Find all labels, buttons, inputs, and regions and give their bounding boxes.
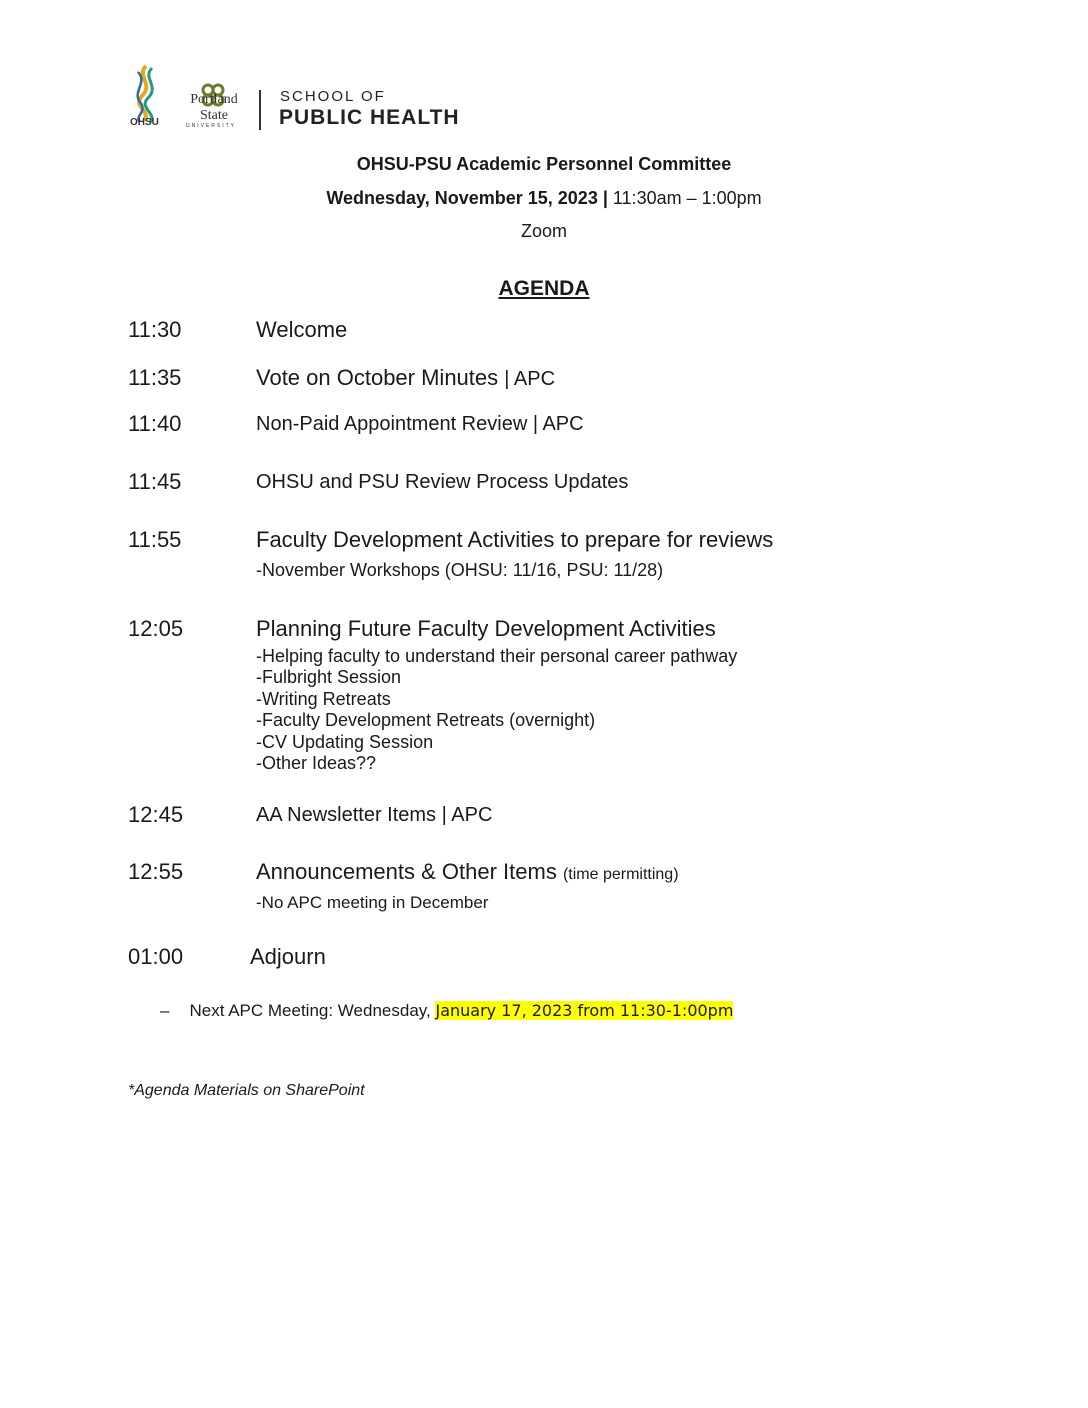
agenda-subitems: [256, 560, 663, 581]
logo-divider: [259, 90, 261, 130]
agenda-time: 11:45: [128, 469, 182, 494]
agenda-owner: | APC: [504, 368, 556, 390]
agenda-time: 11:30: [128, 317, 182, 342]
next-meeting-label: Next APC Meeting: Wednesday,: [189, 1001, 436, 1020]
agenda-time: 01:00: [128, 944, 184, 969]
meeting-date: Wednesday, November 15, 2023 |: [326, 188, 608, 208]
next-meeting: [160, 1001, 733, 1021]
agenda-time: 12:45: [128, 802, 184, 827]
agenda-title-text: OHSU and PSU Review Process Updates: [256, 471, 629, 493]
agenda-time: 12:55: [128, 859, 184, 884]
agenda-subitem: -No APC meeting in December: [256, 893, 489, 912]
agenda-subitems: [256, 892, 488, 913]
agenda-subitem: -Helping faculty to understand their personal career pathway: [256, 646, 738, 666]
agenda-subitem: -Writing Retreats: [256, 688, 391, 709]
agenda-subitem: -November Workshops (OHSU: 11/16, PSU: 11/28): [256, 560, 664, 580]
committee-name: OHSU-PSU Academic Personnel Committee: [356, 154, 732, 174]
school-of-label: SCHOOL OF: [280, 88, 386, 105]
agenda-time: 11:35: [128, 365, 182, 390]
ohsu-wordmark: OHSU: [130, 117, 159, 128]
agenda-subitem: -CV Updating Session: [256, 731, 434, 752]
school-logo: [126, 62, 486, 132]
agenda-title-text: Announcements & Other Items (time permitting): [256, 859, 679, 884]
meeting-time: 11:30am – 1:00pm: [607, 188, 762, 208]
agenda-title-text: AA Newsletter Items | APC: [256, 804, 493, 826]
agenda-title-text: Adjourn: [250, 944, 326, 969]
meeting-location: Zoom: [520, 221, 567, 241]
agenda-note: (time permitting): [562, 866, 679, 883]
agenda-title-text: Non-Paid Appointment Review | APC: [256, 413, 584, 435]
agenda-subitem: -Other Ideas??: [256, 753, 377, 774]
psu-wordmark: Portland State: [190, 92, 238, 123]
public-health-label: PUBLIC HEALTH: [279, 106, 460, 129]
agenda-title-text: Planning Future Faculty Development Activities: [256, 616, 716, 641]
footnote: *Agenda Materials on SharePoint: [128, 1082, 365, 1099]
agenda-time: 11:40: [128, 411, 182, 436]
agenda-subitems: [256, 646, 737, 774]
agenda-title-text: Vote on October Minutes | APC: [256, 365, 556, 390]
psu-university-label: UNIVERSITY: [186, 123, 237, 129]
agenda-time: 12:05: [128, 616, 184, 641]
agenda-time: 11:55: [128, 527, 182, 552]
agenda-subitem: -Fulbright Session: [256, 667, 402, 688]
meeting-date-time: [0, 188, 1088, 209]
agenda-title: AGENDA: [498, 277, 590, 300]
agenda-subitem: -Faculty Development Retreats (overnight): [256, 710, 596, 731]
agenda-title-text: Faculty Development Activities to prepare for reviews: [256, 527, 774, 552]
bullet-dash: –: [160, 1001, 170, 1020]
agenda-title-text: Welcome: [256, 317, 348, 342]
next-meeting-date-highlight: January 17, 2023 from 11:30-1:00pm: [435, 1001, 734, 1020]
